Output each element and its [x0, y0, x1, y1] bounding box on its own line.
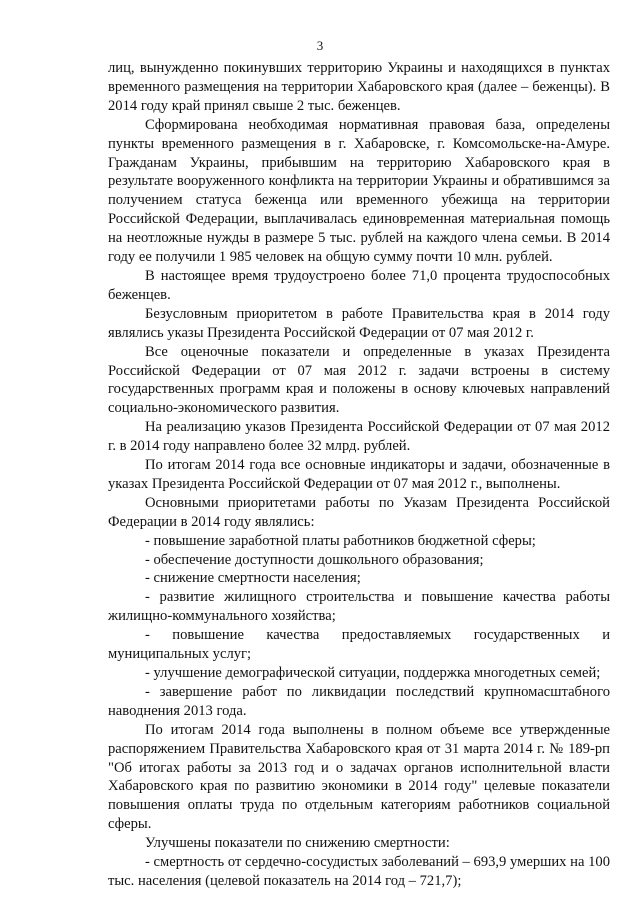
list-item-cardio-mortality: - смертность от сердечно-сосудистых заболеваний – 693,9 умерших на 100 тыс. населения (целевой показатель на 2014 год – 721,7);	[108, 854, 610, 889]
list-item-preschool: - обеспечение доступности дошкольного образования;	[145, 551, 484, 568]
paragraph-indicators-embedded: Все оценочные показатели и определенные в указах Президента Российской Федерации от 07 мая 2012 г. задачи встроены в систему государственных программ края и положены в основу ключевых направлений социально-экономического развития.	[108, 343, 610, 417]
list-item-demography: - улучшение демографической ситуации, поддержка многодетных семей;	[145, 665, 601, 681]
page-number: 3	[316, 38, 324, 53]
list-item-public-services: - повышение качества предоставляемых государственных и муниципальных услуг;	[108, 627, 610, 663]
paragraph-salary-targets: По итогам 2014 года выполнены в полном объеме все утвержденные распоряжением Правительства Хабаровского края от 31 марта 2014 г. № 189-рп "Об итогах работы за 2013 год и о задачах органов исполнительной власти Хабаровского края по развитию экономики в 2014 году" целевые показатели повышения оплаты труда по отдельным категориям работников социальной сферы.	[108, 721, 610, 833]
list-item-flood: - завершение работ по ликвидации последствий крупномасштабного наводнения 2013 года.	[108, 683, 610, 719]
list-item-mortality: - снижение смертности населения;	[145, 570, 361, 587]
paragraph-funding: На реализацию указов Президента Российской Федерации от 07 мая 2012 г. в 2014 году направлено более 32 млрд. рублей.	[108, 419, 610, 455]
paragraph-results-2014: По итогам 2014 года все основные индикаторы и задачи, обозначенные в указах Президента Российской Федерации от 07 мая 2012 г., выполнены.	[108, 457, 610, 492]
paragraph-employment: В настоящее время трудоустроено более 71,0 процента трудоспособных беженцев.	[108, 267, 610, 303]
list-item-housing: - развитие жилищного строительства и повышение качества работы жилищно-коммунального хозяйства;	[108, 589, 610, 625]
list-item-salary: - повышение заработной платы работников бюджетной сферы;	[145, 532, 536, 549]
paragraph-priority-decrees: Безусловным приоритетом в работе Правительства края в 2014 году являлись указы Президента Российской Федерации от 07 мая 2012 г.	[108, 305, 610, 341]
paragraph-mortality-improved: Улучшены показатели по снижению смертности:	[145, 835, 450, 852]
document-body	[108, 59, 610, 891]
paragraph-refugees-intro: лиц, вынужденно покинувших территорию Украины и находящихся в пунктах временного размещения на территории Хабаровского края (далее – беженцы). В 2014 году край принял свыше 2 тыс. беженцев.	[108, 60, 610, 114]
paragraph-main-priorities: Основными приоритетами работы по Указам Президента Российской Федерации в 2014 году являлись:	[108, 494, 610, 530]
paragraph-legal-base: Сформирована необходимая нормативная правовая база, определены пункты временного размещения в г. Хабаровске, г. Комсомольске-на-Амуре. Гражданам Украины, прибывшим на территорию Хабаровского края в результате вооруженного конфликта на территории Украины и обратившимся за получением статуса беженца или временного убежища на территории Российской Федерации, выплачивалась единовременная материальная помощь на неотложные нужды в размере 5 тыс. рублей на каждого члена семьи. В 2014 году ее получили 1 985 человек на общую сумму почти 10 млн. рублей.	[108, 116, 610, 266]
